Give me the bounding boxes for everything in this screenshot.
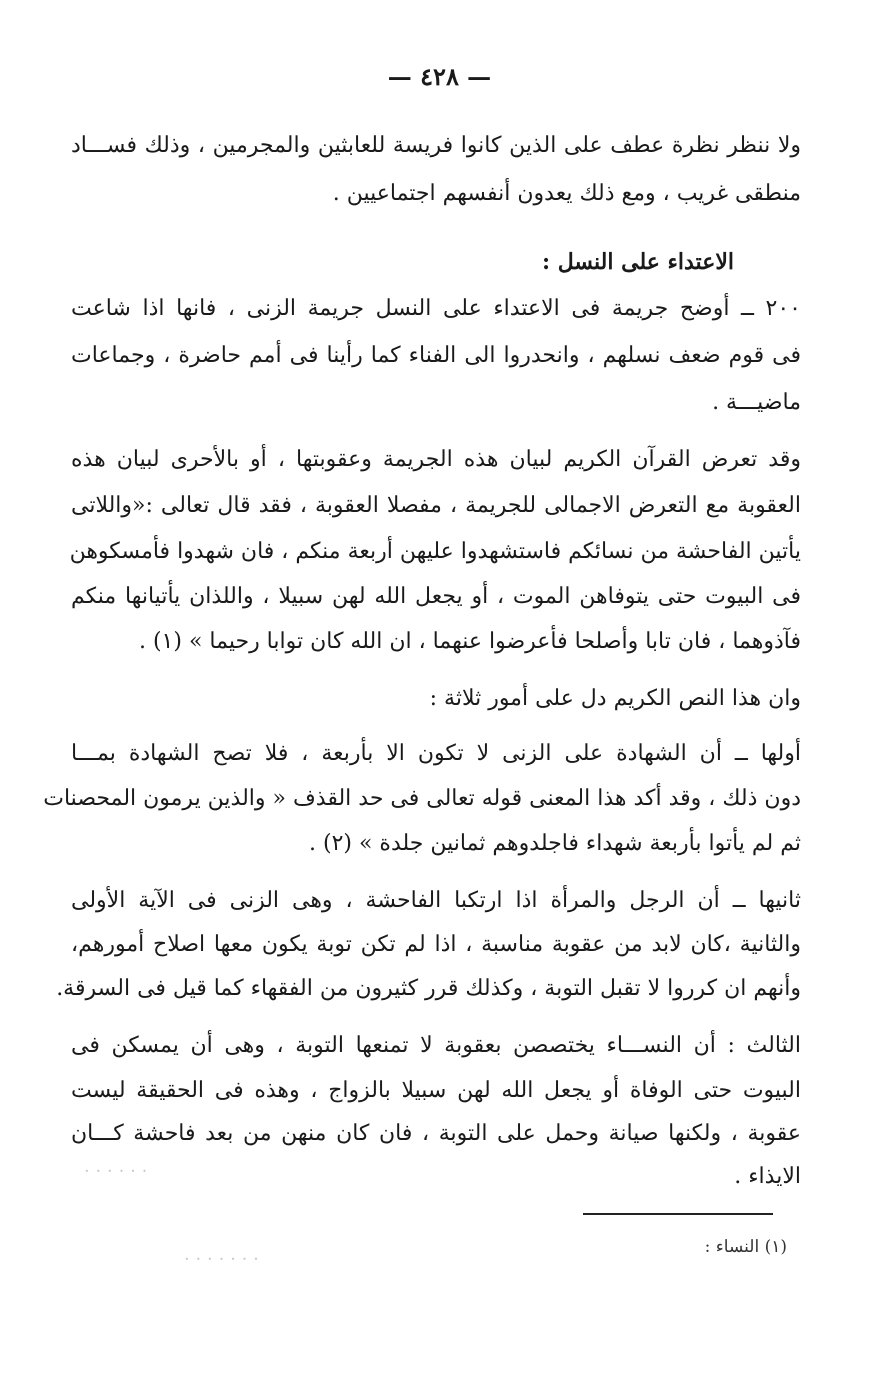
point-second-line-2: والثانية ،كان لابد من عقوبة مناسبة ، اذا لم تكن توبة يكون معها اصلاح أمورهم، [71,932,801,957]
scan-smudge-mark: ꞏ ꞏ ꞏ ꞏ ꞏ ꞏ ꞏ [185,1252,260,1266]
point-third-line-4: الايذاء . [734,1164,801,1189]
point-third-line-3: عقوبة ، ولكنها صيانة وحمل على التوبة ، فان كان منهن من بعد فاحشة كـــان [71,1121,801,1146]
section-heading: الاعتداء على النسل : [541,249,734,275]
point-third-line-2: البيوت حتى الوفاة أو يجعل الله لهن سبيلا بالزواج ، وهذه فى الحقيقة ليست [71,1078,801,1103]
para-200-line-3: ماضيـــة . [712,390,801,415]
point-first-line-3: ثم لم يأتوا بأربعة شهداء فاجلدوهم ثمانين جلدة » (٢) . [308,831,801,856]
point-third-line-1: الثالث : أن النســـاء يختصصن بعقوبة لا تمنعها التوبة ، وهى أن يمسكن فى [71,1033,801,1058]
point-first-line-2: دون ذلك ، وقد أكد هذا المعنى قوله تعالى فى حد القذف « والذين يرمون المحصنات [43,786,801,811]
para-quran-line-1: وقد تعرض القرآن الكريم لبيان هذه الجريمة وعقوبتها ، أو بالأحرى لبيان هذه [71,447,801,472]
para-quran-line-3: يأتين الفاحشة من نسائكم فاستشهدوا عليهن أربعة منكم ، فان شهدوا فأمسكوهن [69,539,801,564]
para-200-line-1: ٢٠٠ ــ أوضح جريمة فى الاعتداء على النسل جريمة الزنى ، فانها اذا شاعت [71,296,801,321]
para-quran-line-5: فآذوهما ، فان تابا وأصلحا فأعرضوا عنهما ، ان الله كان توابا رحيما » (١) . [138,629,801,654]
para-200-line-2: فى قوم ضعف نسلهم ، وانحدروا الى الفناء كما رأينا فى أمم حاضرة ، وجماعات [71,343,801,368]
point-second-line-3: وأنهم ان كرروا لا تقبل التوبة ، وكذلك قرر كثيرون من الفقهاء كما قيل فى السرقة. [56,976,801,1001]
scan-smudge-mark: ꞏ ꞏ ꞏ ꞏ ꞏ ꞏ [85,1164,149,1178]
intro-line-1: ولا ننظر نظرة عطف على الذين كانوا فريسة للعابثين والمجرمين ، وذلك فســـاد [71,133,801,158]
intro-line-2: منطقى غريب ، ومع ذلك يعدون أنفسهم اجتماعيين . [332,181,801,206]
point-second-line-1: ثانيها ــ أن الرجل والمرأة اذا ارتكبا الفاحشة ، وهى الزنى فى الآية الأولى [71,888,801,913]
para-three-line-1: وان هذا النص الكريم دل على أمور ثلاثة : [429,686,801,711]
para-quran-line-4: فى البيوت حتى يتوفاهن الموت ، أو يجعل الله لهن سبيلا ، واللذان يأتيانها منكم [71,584,801,609]
footnote-1: (١) النساء : [704,1237,787,1257]
page-number: — ٤٢٨ — [387,62,492,91]
point-first-line-1: أولها ــ أن الشهادة على الزنى لا تكون الا بأربعة ، فلا تصح الشهادة بمـــا [71,741,801,766]
footnote-separator [583,1213,773,1215]
para-quran-line-2: العقوبة مع التعرض الاجمالى للجريمة ، مفصلا العقوبة ، فقد قال تعالى :«واللاتى [71,493,801,518]
